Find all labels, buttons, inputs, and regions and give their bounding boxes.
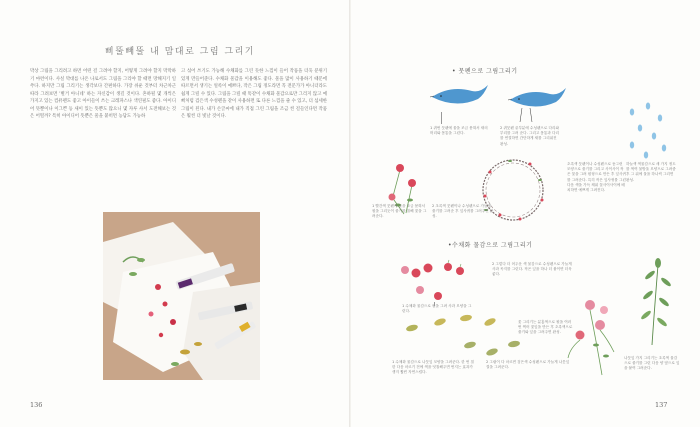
caption-bird-2: 2 퀴뭇펜 끝부분에 수성펜으로 다리와 부리를 그려 준다. 그리고 몸통과 다리를 연결하면 간단하게 새를 그리워진 완성. [500,126,559,146]
section-title-pen: • 뭇펜으로 그림그리기 [452,68,518,75]
caption-flowers: 1 빨간색 뭇펜에 물을 조금 묻혀서 원을 그리듯이 줄기를 칠해 꽃을 그려준다. [372,204,427,219]
section-title-watercolor: •수채화 물감으로 그림그리기 [448,242,533,249]
green-leaves-drawing [463,340,520,357]
green-sprig-drawing [640,258,672,345]
yellow-leaves-drawing [405,314,496,332]
caption-berry-2: 2 그렇다 더 어두운 색 물감으로 수성펜으로 가늘게 사과 꼭지를 그린다. 작은 잎을 하나 더 붙이면 더욱 좋다. [492,262,572,277]
pink-flowers-drawing [568,300,614,375]
caption-wreath-stem: 2 초록색 뭇펜이나 수성펜으로 가늘게 줄기를 그려준 후 잎사귀를 그려주면 완성. [432,204,494,219]
page-number-left: 136 [30,401,43,409]
page-title: 삐뚤빼뚤 내 맘대로 그림 그리기 [105,47,255,57]
berries-drawing [401,260,464,300]
page-number-right: 137 [655,401,668,409]
body-text-column-2: 고 섞어 쓰기도 가능해 수채화를 그린 듯한 느낌이 들어 작품을 더욱 분위기 있게 만들어준다. 수채화 물감을 이용해도 좋다. 물을 많이 사용하기 때문에 따르면서 생기는 얼룩이 예쁘다, 작은 그림 정도라면 꼭 전문가가 아니더라도 쉽게 그릴 수 있다. 그림을 그릴 때 똑같이 수채화 물감으로만 그리지 않고 예뻐처럼 검은색 수성펜을 같이 사용하면 또 다른 느낌을 줄 수 있고, 더 섬세한 그림이 된다. 내가 손글씨에 내가 직접 그린 그림을 조금 씬 걸들인다면 작품은 훨씬 더 빛날 것이다. [181,69,327,119]
leader-line [434,302,435,306]
caption-bird-1: 1 퀴번 뭇펜에 물을 조금 묻혀서 새의 머리와 몸통을 그린다. [430,126,488,136]
body-text-column-1: 막상 그림을 그리려고 하면 어떤 걸 그려야 할지, 어떻게 그려야 할지 막막하기 마련이다. 사실 막대를 나온 나로서도 그림을 그리야 할 때면 망해지기 일쑤다. 하지만 그림 그리기는 생각보다 간편하다. 가장 쉬운 것부터 차근차근 따라 그려보면 '별거 아니네' 하는 자신감이 생길 것이다. 혼하될 몇 개씩은 가지고 있는 컴퓨펜도 좋고 아이들이 쓰는 크레파스나 색연필도 좋다. 아이디어 뜻뿐이나 이그쁜 등 새이 있는 뜻뿐도 많으니 몇 자루 사서 도전해보는 것은 어떨까? 특히 아이디어 뜻뿐은 물을 붙히면 농담도 가능하 [30,69,176,119]
caption-pink-flower: 꽃 그리기는 분홍색으로 원을 여러 번 찍어 꽃잎을 만든 후 초록색으로 줄기와 잎을 그려주면 완성. [518,320,573,335]
caption-wreath: 초록색 뭇펜이나 수성펜으로 둥그런 모양으로 줄기를 그리고 사이사이 작은 꽃을 그려 원형으로 만든 후 잎사귀를 그려준다. 특히 작은 잎사귀를 그린 다음 색을 가득 채워 꽃사이사이에 배치하면 예쁘게 그려진다. [567,162,626,193]
caption-leaves-2: 2 그림이 다 마르면 검은색 수성펜으로 가늘게 나뭇잎 결을 그려준다. [486,360,570,370]
caption-sprig: 나뭇잎 가지 그리기는 초록색 물감으로 줄기를 그린 다음 양 옆으로 잎을 붙여 그려준다. [624,356,680,371]
leader-line [441,112,442,124]
caption-raindrops: 하늘색 색물감으로 새 가지 정도를 색여 물방울 모양으로 그려줌 후 그 위에 물을 하나씩 그리면 완성. [626,162,676,182]
caption-leaves-1: 1 수채화 물감으로 나뭇잎 모양을 그려준다. 한 번 칠한 다음 마르기 전에 색을 덧칠해주면 번지는 효과가 생겨 훨씬 자연스럽다. [392,360,474,375]
caption-berry-1: 1 수채화 물감으로 원을 그려 사과 모양을 그린다. [402,304,472,314]
